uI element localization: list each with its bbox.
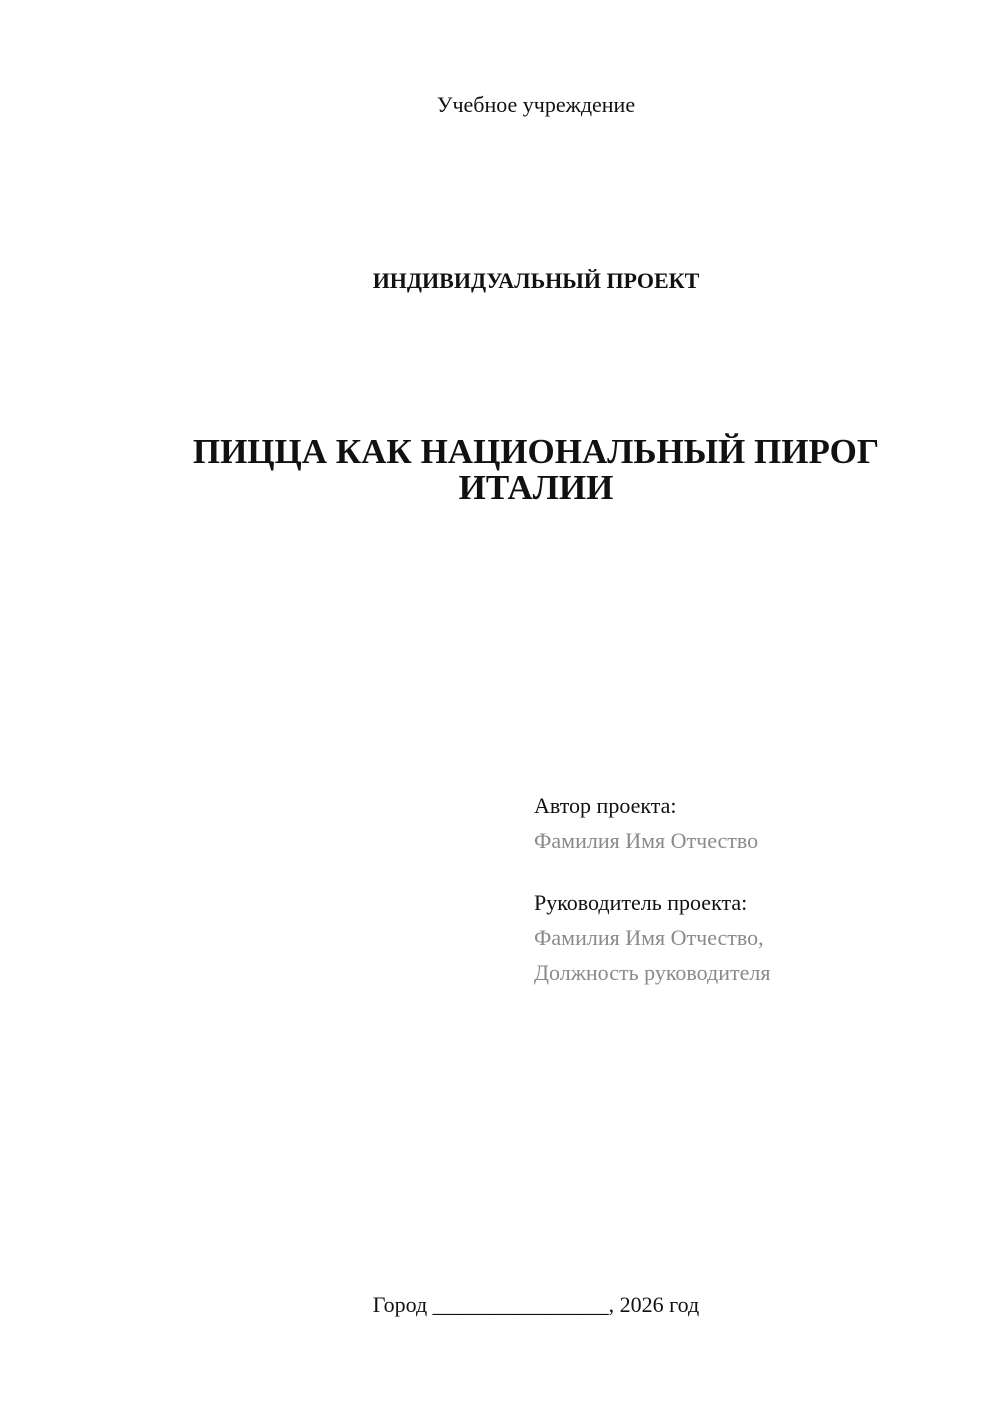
credits-block <box>534 788 974 990</box>
project-title-line-2: ИТАЛИИ <box>458 468 614 507</box>
author-label: Автор проекта: <box>534 793 677 818</box>
project-title <box>120 434 952 506</box>
project-title-line-1: ПИЦЦА КАК НАЦИОНАЛЬНЫЙ ПИРОГ <box>192 432 880 471</box>
credits-spacer <box>534 858 974 885</box>
supervisor-name: Фамилия Имя Отчество, <box>534 925 764 950</box>
project-type-heading: ИНДИВИДУАЛЬНЫЙ ПРОЕКТ <box>372 268 700 293</box>
supervisor-position: Должность руководителя <box>534 960 771 985</box>
institution-name: Учебное учреждение <box>436 92 636 117</box>
supervisor-label: Руководитель проекта: <box>534 890 748 915</box>
author-name: Фамилия Имя Отчество <box>534 828 759 853</box>
city-year-footer: Город ________________, 2026 год <box>372 1292 700 1317</box>
